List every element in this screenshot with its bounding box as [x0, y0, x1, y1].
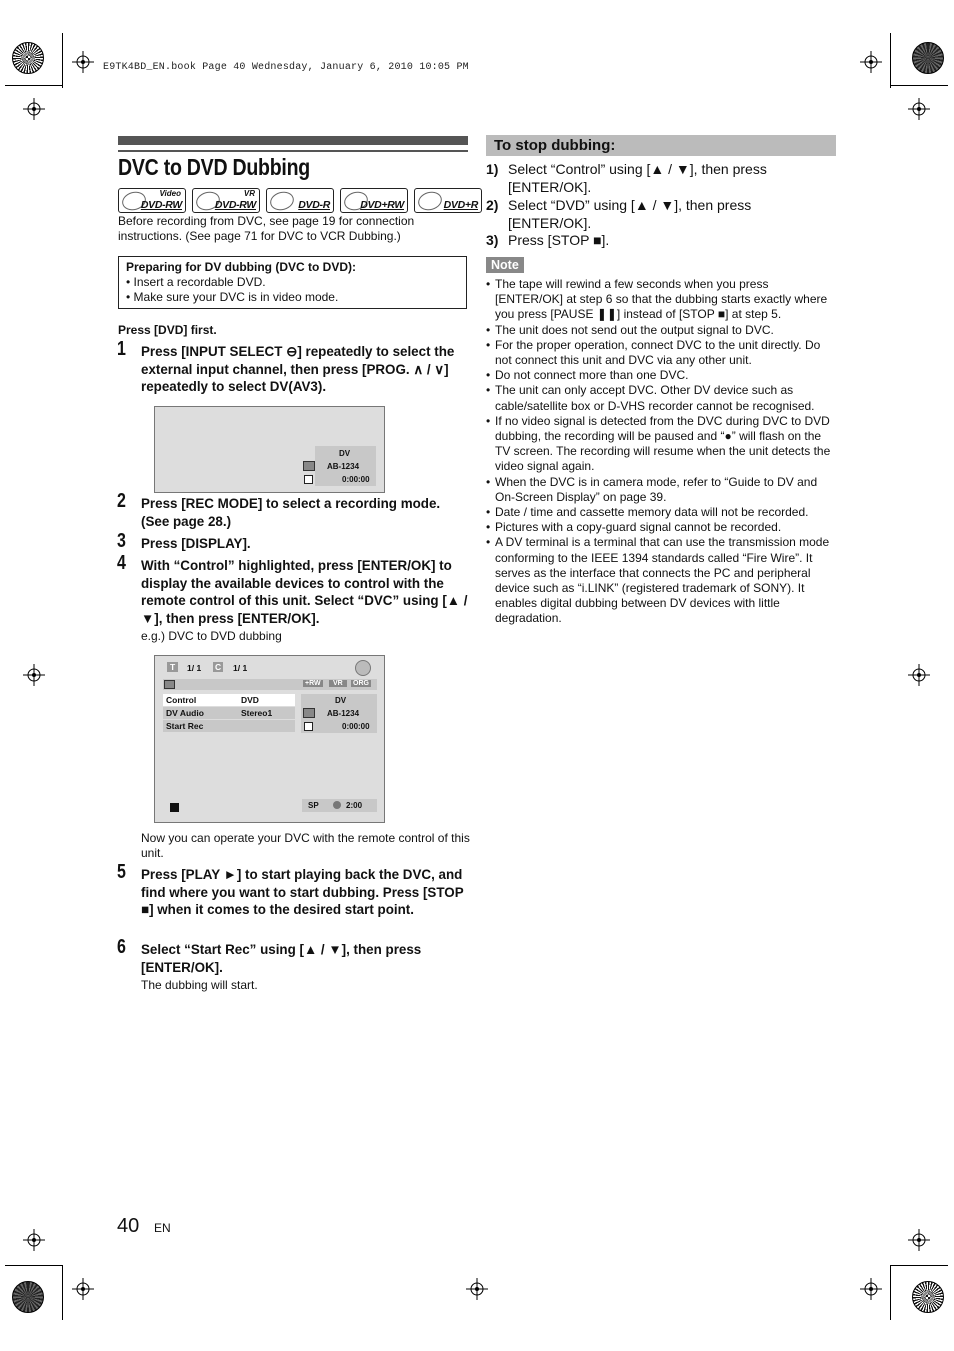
title-count: 1/ 1 — [187, 663, 202, 673]
dvd-plus-rw-icon — [340, 188, 408, 213]
disc-type-badge: +RW — [305, 680, 321, 687]
disc-label: DVD-RW — [140, 199, 182, 211]
note-item: • The tape will rewind a few seconds when you press [ENTER/OK] at step 6 so that the dubbing starts exactly where you press [PAUSE ❚❚] instead of [STOP ■] at step 5. — [486, 277, 838, 323]
step6-after-text: The dubbing will start. — [141, 978, 258, 992]
preparation-box — [118, 256, 467, 309]
tape-id: AB-1234 — [327, 709, 360, 718]
registration-mark-top-right — [912, 42, 944, 74]
stop-step-number: 1) — [486, 161, 499, 177]
step-number: 3 — [117, 530, 126, 552]
press-dvd-first: Press [DVD] first. — [118, 323, 217, 337]
remaining-time: 2:00 — [346, 801, 363, 810]
crosshair-mark — [23, 98, 45, 120]
step-number: 4 — [117, 552, 126, 574]
stop-dubbing-heading: To stop dubbing: — [486, 135, 836, 156]
stop-icon — [304, 722, 313, 731]
crop-line — [890, 85, 948, 86]
dvd-r-icon — [266, 188, 334, 213]
dv-label: DV — [335, 696, 347, 705]
step-number: 2 — [117, 490, 126, 512]
crosshair-mark — [860, 1278, 882, 1300]
dv-label: DV — [339, 449, 351, 458]
note-label: Note — [486, 257, 524, 273]
registration-mark-bottom-left — [12, 1281, 44, 1313]
crop-line — [5, 1265, 63, 1266]
stop-step-number: 2) — [486, 197, 499, 213]
rec-mode: SP — [308, 801, 319, 810]
crop-line — [62, 33, 63, 88]
chapter-indicator: C — [215, 662, 222, 672]
crosshair-mark — [72, 51, 94, 73]
step-number: 5 — [117, 861, 126, 883]
note-item: • Date / time and cassette memory data will not be recorded. — [486, 505, 838, 520]
step-number: 6 — [117, 936, 126, 958]
preparation-item: • Insert a recordable DVD. — [126, 275, 266, 289]
title-rule — [118, 150, 468, 152]
crosshair-mark — [23, 1229, 45, 1251]
registration-mark-top-left — [12, 42, 44, 74]
dv-info-panel — [315, 446, 376, 486]
crop-line — [890, 33, 891, 88]
crosshair-mark — [23, 664, 45, 686]
tape-icon — [303, 708, 315, 718]
stop-step — [486, 232, 836, 250]
step-text: Select “Start Rec” using [▲ / ▼], then press [ENTER/OK]. — [141, 942, 422, 975]
crop-line — [890, 1265, 891, 1320]
chapter-count: 1/ 1 — [233, 663, 248, 673]
tape-icon — [303, 461, 315, 471]
stop-icon — [304, 475, 313, 484]
note-item: • For the proper operation, connect DVC to the unit directly. Do not connect this unit and DVC via any other unit. — [486, 338, 838, 368]
disc-sup: Video — [159, 189, 181, 198]
page-title: DVC to DVD Dubbing — [118, 154, 310, 180]
format-badge: VR — [329, 680, 347, 687]
menu-label: DV Audio — [166, 708, 204, 718]
crop-line — [5, 85, 63, 86]
preparation-item: • Make sure your DVC is in video mode. — [126, 290, 339, 304]
disc-label: DVD+RW — [360, 199, 404, 211]
step4-after-text: Now you can operate your DVC with the remote control of this unit. — [141, 831, 470, 860]
disc-label: DVD+R — [443, 199, 478, 211]
title-rule — [118, 136, 468, 145]
osd-screen-dubbing-menu — [154, 655, 385, 823]
recording-mode-panel — [302, 799, 377, 812]
dvd-plus-r-icon — [414, 188, 482, 213]
menu-value: DVD — [241, 695, 259, 705]
menu-label: Control — [166, 695, 197, 705]
example-caption: e.g.) DVC to DVD dubbing — [141, 629, 282, 643]
tape-id: AB-1234 — [327, 462, 360, 471]
note-item: • Pictures with a copy-guard signal cannot be recorded. — [486, 520, 838, 535]
disc-icon — [355, 660, 371, 676]
osd-screen-dv-input — [154, 406, 385, 493]
note-item: • When the DVC is in camera mode, refer to “Guide to DV and On-Screen Display” on page 39. — [486, 475, 838, 505]
tape-time: 0:00:00 — [342, 722, 370, 731]
crop-line — [890, 1265, 948, 1266]
step-text: Press [INPUT SELECT ⊖] repeatedly to select the external input channel, then press [PROG. ∧ / ∨] repeatedly to select DV(AV3). — [141, 344, 455, 394]
page-number: 40 — [117, 1215, 140, 1237]
stop-step-text: Select “Control” using [▲ / ▼], then press [ENTER/OK]. — [508, 161, 767, 195]
note-item: • Do not connect more than one DVC. — [486, 368, 838, 383]
preparation-heading: Preparing for DV dubbing (DVC to DVD): — [126, 260, 356, 274]
menu-row-control[interactable] — [163, 694, 295, 706]
note-item: • A DV terminal is a terminal that can use the transmission mode conforming to the IEEE 1394 standards called “Fire Wire”. It serves as the interface that connects the PC and peripheral device such as “i.LINK” (registered trademark of SONY). It enables digital dubbing between DV devices with little degradation. — [486, 535, 838, 626]
clock-icon — [333, 801, 341, 809]
step-number: 1 — [117, 338, 126, 360]
disc-label: DVD-RW — [214, 199, 256, 211]
title-indicator: T — [167, 662, 178, 672]
original-badge: ORG — [353, 680, 369, 687]
stop-step-text: Press [STOP ■]. — [508, 232, 610, 248]
note-list — [486, 277, 838, 627]
note-item: • The unit does not send out the output signal to DVC. — [486, 323, 838, 338]
page-language: EN — [154, 1221, 171, 1235]
stop-step — [486, 161, 836, 196]
intro-text: Before recording from DVC, see page 19 for connection instructions. (See page 71 for DVC to VCR Dubbing.) — [118, 214, 415, 243]
crosshair-mark — [908, 664, 930, 686]
stop-step-text: Select “DVD” using [▲ / ▼], then press [ENTER/OK]. — [508, 197, 752, 231]
step-text: Press [DISPLAY]. — [141, 536, 251, 551]
crop-line — [62, 1265, 63, 1320]
stop-step-number: 3) — [486, 232, 499, 248]
disc-label: DVD-R — [298, 199, 330, 211]
registration-mark-bottom-right — [912, 1281, 944, 1313]
disc-compatibility-icons — [118, 188, 482, 213]
menu-row-dv-audio[interactable] — [163, 707, 295, 719]
step-text: Press [PLAY ►] to start playing back the DVC, and find where you want to start dubbing. Press [STOP ■] when it comes to the desired start point. — [141, 867, 464, 917]
menu-value: Stereo1 — [241, 708, 273, 718]
crosshair-mark — [860, 51, 882, 73]
tape-time: 0:00:00 — [342, 475, 370, 484]
step-text: Press [REC MODE] to select a recording mode. (See page 28.) — [141, 496, 441, 529]
crosshair-mark — [908, 98, 930, 120]
dvd-rw-vr-icon — [192, 188, 260, 213]
crosshair-mark — [466, 1278, 488, 1300]
stop-step — [486, 197, 836, 232]
dv-info-panel — [301, 694, 377, 733]
step-text: With “Control” highlighted, press [ENTER/OK] to display the available devices to control with the remote control of this unit. Select “DVC” using [▲ / ▼], then press [ENTER/OK]. — [141, 558, 468, 626]
crosshair-mark — [72, 1278, 94, 1300]
disc-sup: VR — [243, 189, 255, 198]
menu-row-start-rec[interactable] — [163, 720, 295, 732]
menu-label: Start Rec — [166, 721, 204, 731]
input-icon — [164, 680, 175, 689]
dvd-rw-video-icon — [118, 188, 186, 213]
note-item: • The unit can only accept DVC. Other DV device such as cable/satellite box or D-VHS recorder cannot be recognised. — [486, 383, 838, 413]
print-header: E9TK4BD_EN.book Page 40 Wednesday, January 6, 2010 10:05 PM — [103, 62, 469, 73]
note-item: • If no video signal is detected from the DVC during DVC to DVD dubbing, the recording will be paused and “●” will flash on the TV screen. The recording will resume when the unit detects the video signal again. — [486, 414, 838, 475]
stop-status-icon — [170, 803, 179, 812]
crosshair-mark — [908, 1229, 930, 1251]
